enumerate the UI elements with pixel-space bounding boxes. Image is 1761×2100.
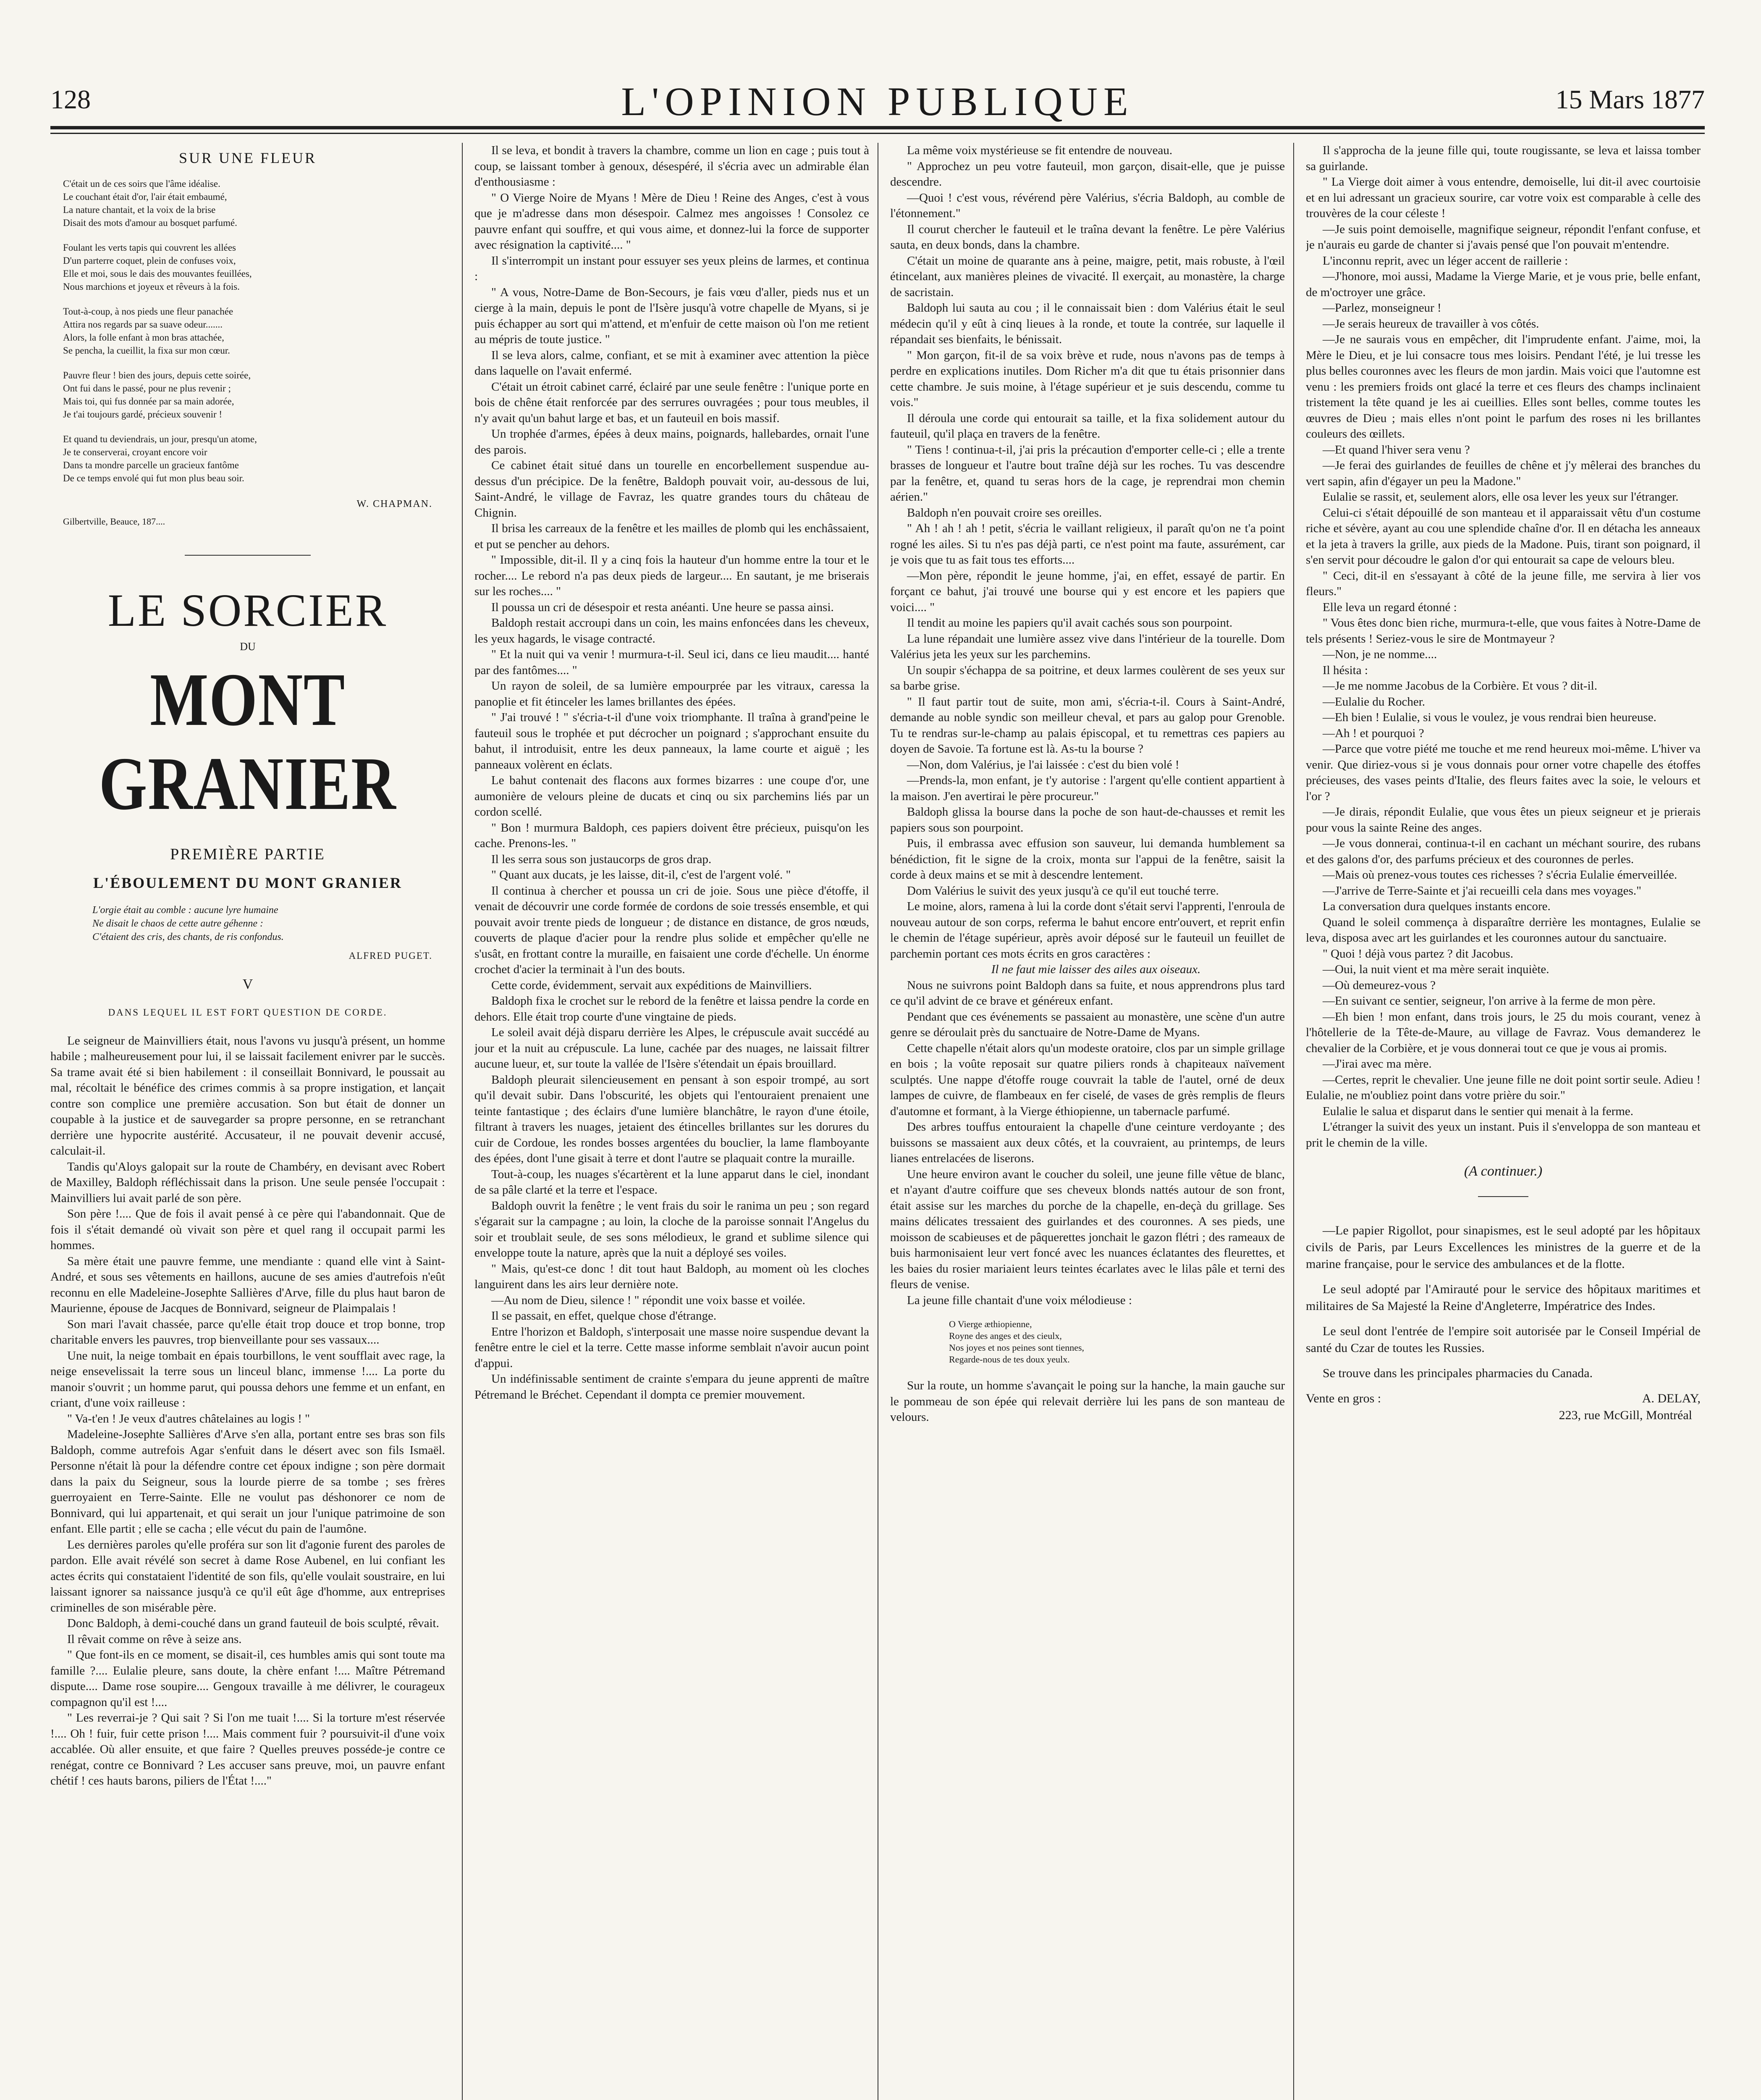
section-subtitle: DANS LEQUEL IL EST FORT QUESTION DE CORDE.	[108, 1007, 388, 1018]
paragraph: Un indéfinissable sentiment de crainte s'empara du jeune apprenti de maître Pétremand le Bréchet. Cependant il dompta ce premier mouvement.	[474, 1372, 869, 1402]
poem-stanza	[63, 369, 432, 421]
header-rule-thin	[50, 133, 1705, 134]
poem-line: Attira nos regards par sa suave odeur.......	[63, 319, 223, 330]
poem-stanza	[63, 241, 432, 293]
paragraph: Le moine, alors, ramena à lui la corde dont s'était servi l'apprenti, l'enroula de nouveau autour de son corps, referma le bahut encore entr'ouvert, et reprit enfin le chemin de l'étage supérieur, après avoir déposé sur le fauteuil un feuillet de parchemin portant ces mots écrits en gros caractères :	[890, 900, 1285, 961]
paragraph: " J'ai trouvé ! " s'écria-t-il d'une voix triomphante. Il traîna à grand'peine le fauteuil sous le trophée et put décrocher un poignard ; s'approchant ensuite du bahut, il introduisit, entre les deux panneaux, la lame courte et aiguë ; les panneaux volèrent en éclats.	[474, 711, 869, 772]
poem-line: Et quand tu deviendrais, un jour, presqu'un atome,	[63, 433, 257, 444]
paragraph: " Les reverrai-je ? Qui sait ? Si l'on me tuait !.... Si la torture m'est réservée !.... Oh ! fuir, fuir cette prison !.... Mais comment fuir ? poursuivit-il d'une voix accablée. Où aller ensuite, et que faire ? Quelles preuves posséde-je contre ce renégat, contre ce Bonnivard ? Les accuser sans preuve, moi, un pauvre enfant chétif ! ces hauts barons, piliers de l'État !...."	[50, 1711, 445, 1788]
paragraph: " Approchez un peu votre fauteuil, mon garçon, disait-elle, que je puisse descendre.	[890, 159, 1285, 189]
paragraph: Nous ne suivrons point Baldoph dans sa fuite, et nous apprendrons plus tard ce qu'il advint de ce brave et généreux enfant.	[890, 978, 1285, 1008]
paragraph: Ce cabinet était situé dans un tourelle en encorbellement suspendue au-dessus d'un précipice. De la fenêtre, Baldoph pouvait voir, au-dessous de lui, Saint-André, le village de Favraz, les quatre grandes tours du château de Chignin.	[474, 459, 869, 520]
paragraph: —Ah ! et pourquoi ?	[1323, 726, 1424, 740]
paragraph: " O Vierge Noire de Myans ! Mère de Dieu ! Reine des Anges, c'est à vous que je m'adresse dans mon désespoir. Calmez mes angoisses ! Consolez ce pauvre enfant qui souffre, et qui vous aime, et donnez-lui la force de supporter avec résignation la captivité.... "	[474, 191, 869, 252]
paragraph: " Va-t'en ! Je veux d'autres châtelaines au logis ! "	[67, 1412, 310, 1425]
column-3-text	[890, 143, 1285, 1308]
section-number: V	[242, 976, 253, 992]
paragraph: C'était un moine de quarante ans à peine, maigre, petit, mais robuste, à l'œil étincelant, aux manières pleines de vivacité. Il exerçait, au monastère, la charge de sacristain.	[890, 254, 1285, 299]
poem-line: De ce temps envolé qui fut mon plus beau soir.	[63, 472, 244, 483]
paragraph: Celui-ci s'était dépouillé de son manteau et il apparaissait vêtu d'un costume riche et sévère, ayant au cou une splendide chaîne d'or. Il en détacha les anneaux et la jeta à travers la grille, aux pieds de la Madone. Puis, tirant son poignard, il s'en servit pour découdre le galon d'or qui entourait sa cape de velours bleu.	[1306, 506, 1701, 567]
paragraph: —Je me nomme Jacobus de la Corbière. Et vous ? dit-il.	[1323, 679, 1597, 693]
advertisement	[1306, 1222, 1701, 1424]
novel-part: PREMIÈRE PARTIE	[170, 845, 325, 863]
poem-body	[50, 177, 445, 485]
paragraph: Tandis qu'Aloys galopait sur la route de Chambéry, en devisant avec Robert de Maxilley, Baldoph réfléchissait dans la prison. Une seule pensée l'occupait : Mainvilliers lui avait parlé de son père.	[50, 1160, 445, 1205]
section-divider	[1478, 1196, 1528, 1197]
paragraph: —Où demeurez-vous ?	[1323, 978, 1436, 992]
paragraph: Le bahut contenait des flacons aux formes bizarres : une coupe d'or, une aumonière de velours pleine de ducats et cinq ou six parchemins liés par un cordon scellé.	[474, 774, 869, 819]
poem-line: Dans ta mondre parcelle un gracieux fantôme	[63, 459, 239, 470]
paragraph: Cette corde, évidemment, servait aux expéditions de Mainvilliers.	[491, 978, 812, 992]
paragraph: —Je vous donnerai, continua-t-il en cachant un méchant sourire, des rubans et des galons d'or, des parfums précieux et des couronnes de perles.	[1306, 837, 1701, 866]
poem-line: Tout-à-coup, à nos pieds une fleur panachée	[63, 306, 233, 317]
paragraph: Il déroula une corde qui entourait sa taille, et la fixa solidement autour du fauteuil, qu'il plaça en travers de la fenêtre.	[890, 411, 1285, 441]
newspaper-title: L'OPINION PUBLIQUE	[621, 79, 1134, 124]
paragraph: Il ne faut mie laisser des ailes aux oiseaux.	[991, 963, 1201, 976]
paragraph: —J'irai avec ma mère.	[1323, 1057, 1432, 1071]
paragraph: —Et quand l'hiver sera venu ?	[1323, 443, 1470, 457]
novel-title-line1: LE SORCIER	[107, 584, 388, 636]
paragraph: Baldoph lui sauta au cou ; il le connaissait bien : dom Valérius était le seul médecin qu'il y eût à cinq lieues à la ronde, et toute la contrée, sur laquelle il répandait ses bienfaits, le bénissait.	[890, 301, 1285, 346]
paragraph: " Tiens ! continua-t-il, j'ai pris la précaution d'emporter celle-ci ; elle a trente brasses de longueur et l'autre bout traîne déjà sur les roches. Tu vas descendre par la fenêtre, et, quand tu seras hors de la cage, je reprendrai mon chemin aérien."	[890, 443, 1285, 504]
paragraph: La jeune fille chantait d'une voix mélodieuse :	[907, 1293, 1132, 1307]
poem-line: D'un parterre coquet, plein de confuses voix,	[63, 255, 236, 266]
paragraph: Sa mère était une pauvre femme, une mendiante : quand elle vint à Saint-André, et sous ses vêtements en haillons, aucune de ses amies d'autrefois n'eût reconnu en elle Madeleine-Josephte Sallières d'Arve, fille du plus haut baron de Maurienne, épouse de Jacques de Bonnivard, seigneur de Plaimpalais !	[50, 1254, 445, 1315]
ad-address: 223, rue McGill, Montréal	[1559, 1408, 1692, 1422]
paragraph: Baldoph glissa la bourse dans la poche de son haut-de-chausses et remit les papiers sous son pourpoint.	[890, 805, 1285, 835]
song-line: O Vierge æthiopienne,	[949, 1319, 1032, 1329]
poem-place: Gilbertville, Beauce, 187....	[63, 516, 165, 527]
paragraph: Donc Baldoph, à demi-couché dans un grand fauteuil de bois sculpté, rêvait.	[67, 1617, 439, 1630]
section-divider	[185, 555, 311, 556]
paragraph: Il s'interrompit un instant pour essuyer ses yeux pleins de larmes, et continua :	[474, 254, 869, 283]
ad-paragraph: Le seul adopté par l'Amirauté pour le service des hôpitaux maritimes et militaires de Sa Majesté la Reine d'Angleterre, Impératrice des Indes.	[1306, 1282, 1701, 1313]
paragraph: Un trophée d'armes, épées à deux mains, poignards, hallebardes, ornait l'une des parois.	[474, 427, 869, 457]
paragraph: Quand le soleil commença à disparaître derrière les montagnes, Eulalie se leva, disposa avec art les guirlandes et les couronnes autour du sanctuaire.	[1306, 915, 1701, 945]
ad-paragraph: Se trouve dans les principales pharmacies du Canada.	[1323, 1366, 1593, 1380]
poem-line: Foulant les verts tapis qui couvrent les allées	[63, 242, 236, 253]
paragraph: —Prends-la, mon enfant, je t'y autorise : l'argent qu'elle contient appartient à la maison. J'en avertirai le père procureur."	[890, 774, 1285, 803]
paragraph: —Je ne saurais vous en empêcher, dit l'imprudente enfant. J'aime, moi, la Mère le Dieu, et je lui consacre tous mes loisirs. Pendant l'été, je lui tresse les plus belles couronnes avec les fleurs de mon jardin. Mais voici que l'automne est venu : les premiers froids ont glacé la terre et ces fleurs des champs inclinaient tristement la tête quand je les ai cueillies. Elles sont belles, comme toutes les œuvres de Dieu ; mais elles n'ont point le parfum des roses ni les brillantes couleurs des œillets.	[1306, 333, 1701, 441]
paragraph: Il les serra sous son justaucorps de gros drap.	[491, 852, 712, 866]
paragraph: Une nuit, la neige tombait en épais tourbillons, le vent soufflait avec rage, la neige ensevelissait la terre sous un linceul blanc, immense !.... La porte du manoir s'ouvrit ; un homme parut, qui poussa dehors une femme et un enfant, en criant, d'une voix railleuse :	[50, 1349, 445, 1410]
paragraph: La même voix mystérieuse se fit entendre de nouveau.	[907, 144, 1173, 157]
column-4	[1306, 143, 1701, 2100]
song-line: Nos joyes et nos peines sont tiennes,	[949, 1342, 1085, 1353]
ad-paragraph: Le seul dont l'entrée de l'empire soit autorisée par le Conseil Impérial de santé du Czar de toutes les Russies.	[1306, 1324, 1701, 1355]
paragraph: —Je dirais, répondit Eulalie, que vous êtes un pieux seigneur et je prierais pour vous la sainte Reine des anges.	[1306, 805, 1701, 835]
paragraph: Il hésita :	[1323, 663, 1368, 677]
poem-line: C'était un de ces soirs que l'âme idéalise.	[63, 178, 220, 189]
paragraph: —Non, dom Valérius, je l'ai laissée : c'est du bien volé !	[907, 758, 1179, 772]
poem-stanza	[63, 177, 432, 229]
column-3-end-text	[890, 1378, 1285, 1425]
paragraph: Un soupir s'échappa de sa poitrine, et deux larmes coulèrent de ses yeux sur sa barbe grise.	[890, 663, 1285, 693]
paragraph: Une heure environ avant le coucher du soleil, une jeune fille vêtue de blanc, et n'ayant d'autre coiffure que ses cheveux blonds nattés autour de son front, était assise sur les marches du porche de la chapelle, en-deçà du grillage. Ses mains délicates tressaient des guirlandes et des couronnes. A ses pieds, une moisson de scabieuses et de pâquerettes jonchait le gazon flétri ; des rameaux de buis harmonisaient leur vert foncé avec les nuances éclatantes des fleurettes, et les baies du rosier mariaient leurs teintes écarlates avec le lilas pâle et terni des fleurs de venise.	[890, 1167, 1285, 1291]
paragraph: Des arbres touffus entouraient la chapelle d'une ceinture verdoyante ; des buissons se massaient aux deux côtés, et la couvraient, au printemps, de leurs lianes entrelacées de liserons.	[890, 1120, 1285, 1165]
paragraph: Baldoph pleurait silencieusement en pensant à son espoir trompé, au sort qu'il devait subir. Dans l'obscurité, les objets qui l'entouraient prenaient une teinte fantastique ; des éclairs d'une lumière blanchâtre, le rayon d'une étoile, filtrant à travers les nuages, jetaient des étincelles brillantes sur les dorures du cuir de Cordoue, les rondes bosses argentées du bouclier, la lame flamboyante des épées, dont l'une gisait à terre et dont l'autre se plaquait contre la muraille.	[474, 1073, 869, 1165]
paragraph: Il rêvait comme on rêve à seize ans.	[67, 1632, 242, 1646]
paragraph: —Mon père, répondit le jeune homme, j'ai, en effet, essayé de partir. En forçant ce bahut, j'ai trouvé une bourse qui y est encore et les papiers que voici.... "	[890, 569, 1285, 614]
paragraph: " Il faut partir tout de suite, mon ami, s'écria-t-il. Cours à Saint-André, demande au noble syndic son meilleur cheval, et pars au galop pour Grenoble. Tu te rendras sur-le-champ au palais épiscopal, et tu remettras ces papiers au doyen de Savoie. Ta fortune est là. As-tu la bourse ?	[890, 695, 1285, 756]
paragraph: La conversation dura quelques instants encore.	[1323, 900, 1551, 913]
paragraph: Il s'approcha de la jeune fille qui, toute rougissante, se leva et laissa tomber sa guirlande.	[1306, 144, 1701, 173]
paragraph: —Quoi ! c'est vous, révérend père Valérius, s'écria Baldoph, au comble de l'étonnement."	[890, 191, 1285, 220]
epigraph-author: ALFRED PUGET.	[349, 950, 432, 961]
paragraph: " Mon garçon, fit-il de sa voix brève et rude, nous n'avons pas de temps à perdre en explications inutiles. Dom Richer m'a dit que tu étais prisonnier dans cette chambre. Je suis moine, à l'étage supérieur et je suis descendu, comme tu vois."	[890, 348, 1285, 409]
paragraph: Baldoph n'en pouvait croire ses oreilles.	[907, 506, 1102, 520]
column-2-text	[474, 143, 869, 1403]
paragraph: —Je ferai des guirlandes de feuilles de chêne et j'y mêlerai des branches du vert sapin, afin d'égayer un peu la Madone."	[1306, 459, 1701, 488]
column-3	[890, 143, 1285, 2100]
poem-stanza	[63, 305, 432, 357]
paragraph: —Je suis point demoiselle, magnifique seigneur, répondit l'enfant confuse, et je n'aurais eu garde de chanter si j'avais pensé que l'on pouvait m'entendre.	[1306, 222, 1701, 252]
paragraph: —En suivant ce sentier, seigneur, l'on arrive à la ferme de mon père.	[1323, 994, 1656, 1008]
paragraph: Il se leva, et bondit à travers la chambre, comme un lion en cage ; puis tout à coup, se laissant tomber à genoux, désespéré, il s'écria avec un admirable élan d'enthousiasme :	[474, 144, 869, 189]
paragraph: Le soleil avait déjà disparu derrière les Alpes, le crépuscule avait succédé au jour et la nuit au crépuscule. La lune, cachée par des nuages, ne laissait filtrer aucune lueur, et, sur toute la vallée de l'Isère s'étendait un épais brouillard.	[474, 1026, 869, 1071]
paragraph: Le seigneur de Mainvilliers était, nous l'avons vu jusqu'à présent, un homme habile ; malheureusement pour lui, il se laissait facilement enivrer par le succès. Sa trame avait été si bien habilement : il conseillait Bonnivard, le poussait au mal, récoltait le bénéfice des crimes commis à sa propre instigation, et lançait contre son complice une première accusation. Son but était de donner un coupable à la justice et de sauvegarder sa propre personne, en se retranchant derrière une hypocrite austérité. Accusateur, il ne pouvait devenir accusé, calculait-il.	[50, 1034, 445, 1158]
poem-line: Disait des mots d'amour au bosquet parfumé.	[63, 217, 237, 228]
header-rule	[50, 126, 1705, 129]
paragraph: Eulalie le salua et disparut dans le sentier qui menait à la ferme.	[1323, 1104, 1634, 1118]
paragraph: —Au nom de Dieu, silence ! " répondit une voix basse et voilée.	[491, 1293, 805, 1307]
paragraph: Un rayon de soleil, de sa lumière empourprée par les vitraux, caressa la panoplie et fit étinceler les lames brillantes des épées.	[474, 679, 869, 709]
paragraph: —Parlez, monseigneur !	[1323, 301, 1441, 315]
paragraph: —J'honore, moi aussi, Madame la Vierge Marie, et je vous prie, belle enfant, de m'octroyer une grâce.	[1306, 270, 1701, 299]
paragraph: " Mais, qu'est-ce donc ! dit tout haut Baldoph, au moment où les cloches languirent dans les airs leur dernière note.	[474, 1262, 869, 1291]
poem-line: Se pencha, la cueillit, la fixa sur mon cœur.	[63, 345, 230, 356]
paragraph: Il se passait, en effet, quelque chose d'étrange.	[491, 1309, 717, 1323]
paragraph: " Ceci, dit-il en s'essayant à côté de la jeune fille, me servira à lier vos fleurs."	[1306, 569, 1701, 598]
epigraph	[92, 903, 432, 944]
page-number: 128	[50, 84, 91, 114]
poem-line: Alors, la folle enfant à mon bras attachée,	[63, 332, 224, 343]
paragraph: Sur la route, un homme s'avançait le poing sur la hanche, la main gauche sur le pommeau de son épée qui relevait derrière lui les pans de son manteau de velours.	[890, 1379, 1285, 1424]
column-4-text	[1306, 143, 1701, 1151]
paragraph: Baldoph fixa le crochet sur le rebord de la fenêtre et laissa pendre la corde en dehors. Elle était trop courte d'une vingtaine de pieds.	[474, 994, 869, 1024]
paragraph: Entre l'horizon et Baldoph, s'interposait une masse noire suspendue devant la fenêtre entre le ciel et la terre. Cette masse informe semblait n'avoir aucun point d'appui.	[474, 1325, 869, 1370]
column-2	[474, 143, 869, 2100]
paragraph: Baldoph ouvrit la fenêtre ; le vent frais du soir le ranima un peu ; son regard s'égarait sur la campagne ; au loin, la cloche de la paroisse sonnait l'Angelus du soir et troublait seule, de ses sons mélodieux, le grand et sublime silence qui enveloppe toute la nature, après que la nuit a déployé ses voiles.	[474, 1199, 869, 1260]
paragraph: L'étranger la suivit des yeux un instant. Puis il s'enveloppa de son manteau et prit le chemin de la ville.	[1306, 1120, 1701, 1150]
paragraph: " Bon ! murmura Baldoph, ces papiers doivent être précieux, puisqu'on les cache. Prenons-les. "	[474, 821, 869, 850]
paragraph: " La Vierge doit aimer à vous entendre, demoiselle, lui dit-il avec courtoisie et en lui adressant un gracieux sourire, car votre voix est comparable à celle des trouvères de la cour céleste !	[1306, 175, 1701, 220]
epigraph-line: C'étaient des cris, des chants, de ris confondus.	[92, 932, 284, 942]
paragraph: Il se leva alors, calme, confiant, et se mit à examiner avec attention la pièce dans laquelle on l'avait enfermé.	[474, 348, 869, 378]
epigraph-line: L'orgie était au comble : aucune lyre humaine	[92, 905, 278, 916]
paragraph: —Eh bien ! Eulalie, si vous le voulez, je vous rendrai bien heureuse.	[1323, 711, 1656, 724]
paragraph: " Quant aux ducats, je les laisse, dit-il, c'est de l'argent volé. "	[491, 868, 791, 882]
to-be-continued: (A continuer.)	[1464, 1163, 1543, 1179]
paragraph: Baldoph restait accroupi dans un coin, les mains enfoncées dans les cheveux, les yeux hagards, le visage contracté.	[474, 616, 869, 646]
poem-line: Ont fui dans le passé, pour ne plus revenir ;	[63, 383, 231, 394]
paragraph: —Parce que votre piété me touche et me rend heureux moi-même. L'hiver va venir. Que diriez-vous si je vous donnais pour orner votre chapelle des étoffes précieuses, des vases peints d'Italie, des fleurs faites avec la soie, le velours et l'or ?	[1306, 742, 1701, 803]
epigraph-line: Ne disait le chaos de cette autre géhenne :	[92, 918, 263, 929]
paragraph: La lune répandait une lumière assez vive dans l'intérieur de la tourelle. Dom Valérius jeta les yeux sur les parchemins.	[890, 632, 1285, 661]
paragraph: Il continua à chercher et poussa un cri de joie. Sous une pièce d'étoffe, il venait de découvrir une corde formée de cordons de soie tressés ensemble, et qui pouvait avoir trente pieds de longueur ; de distance en distance, de gros nœuds, couverts de plaque d'acier pour la rendre plus solide et empêcher qu'elle ne s'usât, en frottant contre la muraille, en faisaient une corde d'échelle. Un énorme crochet d'acier la terminait à l'un des bouts.	[474, 884, 869, 976]
paragraph: —Mais où prenez-vous toutes ces richesses ? s'écria Eulalie émerveillée.	[1323, 868, 1677, 882]
poem-line: Je t'ai toujours gardé, précieux souvenir !	[63, 409, 223, 420]
poem-title: SUR UNE FLEUR	[178, 150, 317, 166]
paragraph: —Eh bien ! mon enfant, dans trois jours, le 25 du mois courant, venez à l'hôtellerie de la Tête-de-Maure, au village de Favraz. Vous demanderez le chevalier de la Corbière, et je vous donnerai tout ce que je vous ai promis.	[1306, 1010, 1701, 1055]
song-line: Royne des anges et des cieulx,	[949, 1331, 1062, 1341]
paragraph: Elle leva un regard étonné :	[1323, 600, 1457, 614]
poem-stanza	[63, 433, 432, 485]
column-divider	[1293, 143, 1294, 2100]
paragraph: Les dernières paroles qu'elle proféra sur son lit d'agonie furent des paroles de pardon. Elle avait révélé son secret à dame Rose Aubenel, en lui confiant les actes écrits qui constataient l'identité de son fils, qu'elle voulait soustraire, en lui laissant ignorer sa naissance jusqu'à ce qu'il eût âge d'homme, aux entreprises criminelles de son misérable père.	[50, 1538, 445, 1614]
paragraph: " Et la nuit qui va venir ! murmura-t-il. Seul ici, dans ce lieu maudit.... hanté par des fantômes.... "	[474, 648, 869, 677]
ad-agent: A. DELAY,	[1642, 1391, 1701, 1405]
ad-wholesale-label: Vente en gros :	[1306, 1391, 1381, 1405]
paragraph: Il courut chercher le fauteuil et le traîna devant la fenêtre. Le père Valérius sauta, en deux bonds, dans la chambre.	[890, 222, 1285, 252]
paragraph: —Je serais heureux de travailler à vos côtés.	[1323, 317, 1539, 331]
paragraph: " Ah ! ah ! ah ! petit, s'écria le vaillant religieux, il paraît qu'on ne t'a point rogné les ailes. Si tu n'es pas déjà parti, ce n'est point ma faute, assurément, car je vois que tu as fait tous tes efforts....	[890, 522, 1285, 567]
paragraph: Dom Valérius le suivit des yeux jusqu'à ce qu'il eut touché terre.	[907, 884, 1219, 898]
paragraph: " Quoi ! déjà vous partez ? dit Jacobus.	[1323, 947, 1513, 961]
column-1-text	[50, 1033, 445, 1789]
paragraph: —Non, je ne nomme....	[1323, 648, 1437, 661]
paragraph: L'inconnu reprit, avec un léger accent de raillerie :	[1323, 254, 1568, 268]
paragraph: —Eulalie du Rocher.	[1323, 695, 1426, 709]
paragraph: Son mari l'avait chassée, parce qu'elle était trop douce et trop bonne, trop charitable envers les pauvres, trop bienveillante pour ses vassaux....	[50, 1317, 445, 1347]
poem-line: Nous marchions et joyeux et rêveurs à la fois.	[63, 281, 240, 292]
paragraph: —J'arrive de Terre-Sainte et j'ai recueilli cela dans mes voyages."	[1323, 884, 1641, 898]
paragraph: Madeleine-Josephte Sallières d'Arve s'en alla, portant entre ses bras son fils Baldoph, comme autrefois Agar s'enfuit dans le désert avec son fils Ismaël. Personne n'était là pour la défendre contre cet époux indigne ; son père dormait dans la paix du Seigneur, sous la lourde pierre de sa tombe ; ses frères guerroyaient en Terre-Sainte. Elle ne voulut pas déshonorer ce nom de Bonnivard, qui lui appartenait, et qui serait un jour l'unique patrimoine de son enfant. Elle partit ; elle se cacha ; elle vécut du pain de l'aumône.	[50, 1428, 445, 1536]
poem-line: Le couchant était d'or, l'air était embaumé,	[63, 191, 227, 202]
paragraph: " Impossible, dit-il. Il y a cinq fois la hauteur d'un homme entre la tour et le rocher.... Le rebord n'a pas deux pieds de largeur.... En sautant, je me briserais sur les roches.... "	[474, 553, 869, 598]
paragraph: Eulalie se rassit, et, seulement alors, elle osa lever les yeux sur l'étranger.	[1323, 490, 1679, 504]
paragraph: Cette chapelle n'était alors qu'un modeste oratoire, clos par un simple grillage en bois ; la voûte reposait sur quatre piliers ronds à chapiteaux naïvement sculptés. Une nappe d'étoffe rouge couvrait la table de l'autel, orné de deux lampes de cuivre, de flambeaux en fer ciselé, de vases de grès remplis de fleurs d'automne et formant, à la Vierge éthiopienne, un tabernacle parfumé.	[890, 1041, 1285, 1118]
paragraph: C'était un étroit cabinet carré, éclairé par une seule fenêtre : l'unique porte en bois de chêne était renforcée par des serrures ouvragées ; pour tous meubles, il n'y avait qu'un bahut large et bas, et un fauteuil en bois massif.	[474, 380, 869, 425]
paragraph: " Vous êtes donc bien riche, murmura-t-elle, que vous faites à Notre-Dame de tels présents ! Seriez-vous le sire de Montmayeur ?	[1306, 616, 1701, 646]
song-lyrics	[949, 1318, 1260, 1365]
ad-vendor-line	[1306, 1390, 1701, 1407]
novel-title-line2: MONT GRANIER	[99, 658, 397, 825]
poem-line: Pauvre fleur ! bien des jours, depuis cette soirée,	[63, 370, 251, 381]
song-line: Regarde-nous de tes doux yeulx.	[949, 1354, 1070, 1365]
column-divider	[462, 143, 463, 2100]
novel-chapter: L'ÉBOULEMENT DU MONT GRANIER	[93, 874, 402, 891]
paragraph: Puis, il embrassa avec effusion son sauveur, lui demanda humblement sa bénédiction, fit le signe de la croix, monta sur l'appui de la fenêtre, saisit la corde à deux mains et se mit à descendre lentement.	[890, 837, 1285, 882]
poem-line: Elle et moi, sous le dais des mouvantes feuillées,	[63, 268, 252, 279]
paragraph: Son père !.... Que de fois il avait pensé à ce père qui l'abandonnait. Que de fois il s'était demandé où vivait son père et quel rang il occupait parmi les hommes.	[50, 1207, 445, 1252]
column-1	[50, 143, 445, 2100]
paragraph: " A vous, Notre-Dame de Bon-Secours, je fais vœu d'aller, pieds nus et un cierge à la main, depuis le pont de l'Isère jusqu'à votre chapelle de Myans, si je puis échapper au sort qui m'attend, et m'enfuir de cette maison où l'on me retient au mépris de toute justice. "	[474, 285, 869, 346]
poem-signature: W. CHAPMAN.	[356, 498, 432, 509]
poem-line: Mais toi, qui fus donnée par sa main adorée,	[63, 396, 234, 407]
ad-paragraph: —Le papier Rigollot, pour sinapismes, est le seul adopté par les hôpitaux civils de Paris, par Leurs Excellences les ministres de la guerre et de la marine française, pour le service des ambulances et de la flotte.	[1306, 1223, 1701, 1271]
paragraph: Pendant que ces événements se passaient au monastère, une scène d'un autre genre se déroulait près du sanctuaire de Notre-Dame de Myans.	[890, 1010, 1285, 1039]
novel-title-du: DU	[240, 640, 256, 653]
paragraph: —Certes, reprit le chevalier. Une jeune fille ne doit point sortir seule. Adieu ! Eulalie, ne m'oubliez point dans votre prière du soir."	[1306, 1073, 1701, 1102]
poem-line: La nature chantait, et la voix de la brise	[63, 204, 216, 215]
paragraph: —Oui, la nuit vient et ma mère serait inquiète.	[1323, 963, 1549, 976]
paragraph: Il poussa un cri de désespoir et resta anéanti. Une heure se passa ainsi.	[491, 600, 834, 614]
issue-date: 15 Mars 1877	[1555, 84, 1705, 114]
paragraph: Tout-à-coup, les nuages s'écartèrent et la lune apparut dans le ciel, inondant de sa pâle clarté et la terre et l'espace.	[474, 1167, 869, 1197]
paragraph: Il tendit au moine les papiers qu'il avait cachés sous son pourpoint.	[907, 616, 1233, 630]
poem-line: Je te conserverai, croyant encore voir	[63, 446, 207, 457]
paragraph: " Que font-ils en ce moment, se disait-il, ces humbles amis qui sont toute ma famille ?.... Eulalie pleure, sans doute, la chère enfant !.... Maître Pétremand dispute.... Dame rose soupire.... Gengoux travaille à me délivrer, le courageux compagnon qu'il est !....	[50, 1648, 445, 1709]
paragraph: Il brisa les carreaux de la fenêtre et les mailles de plomb qui les enchâssaient, et put se pencher au dehors.	[474, 522, 869, 551]
